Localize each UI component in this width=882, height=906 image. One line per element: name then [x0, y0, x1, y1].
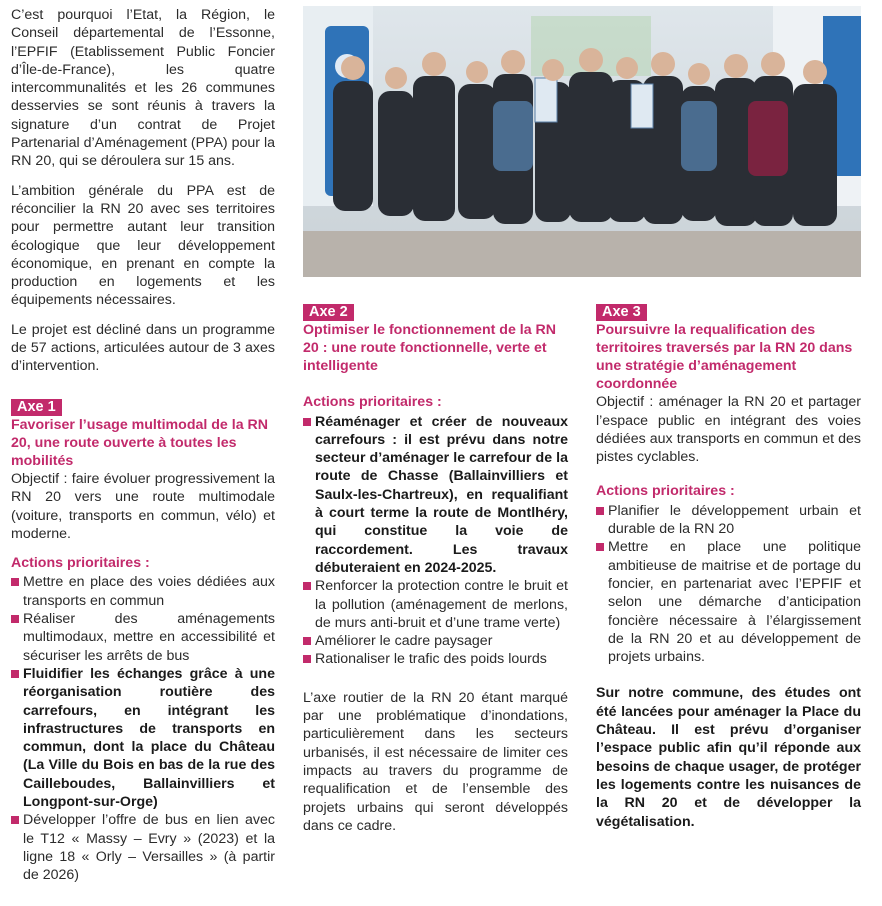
list-item: Mettre en place une politique ambitieuse de maitrise et de portage du foncier, en partenariat avec l’EPFIF et selon une démarche d’anticipation foncière nécessaire à l’élargissement de la RN 20 et au développement de projets urbains. [596, 538, 861, 666]
list-item: Planifier le développement urbain et durable de la RN 20 [596, 502, 861, 539]
list-item: Mettre en place des voies dédiées aux transports en commun [11, 573, 275, 610]
axe1-badge: Axe 1 [11, 399, 62, 416]
axe3-badge: Axe 3 [596, 304, 647, 321]
intro-paragraph-2: L’ambition générale du PPA est de réconcilier la RN 20 avec ses territoires pour permettre autant leur transition écologique que leur développement économique, en prenant en compte la production en logements et les équipements nécessaires. [11, 182, 275, 309]
axe1-objective: Objectif : faire évoluer progressivement la RN 20 vers une route multimodale (voiture, transports en commun, vélo) et moderne. [11, 470, 275, 542]
axe2-actions-heading: Actions prioritaires : [303, 394, 442, 411]
axe2-title: Optimiser le fonctionnement de la RN 20 : une route fonctionnelle, verte et intelligente [303, 322, 557, 375]
axe2-action-list [303, 413, 568, 669]
axe3-action-list [596, 502, 861, 667]
axe1-title: Favoriser l’usage multimodal de la RN 20, une route ouverte à toutes les mobilités [11, 416, 269, 469]
axe3-objective: Objectif : aménager la RN 20 et partager l’espace public en intégrant des voies dédiées aux transports en commun et des pistes cyclables. [596, 394, 861, 466]
list-item: Fluidifier les échanges grâce à une réorganisation routière des carrefours, en intégrant les infrastructures de transports en commun, dont la place du Château (La Ville du Bois en bas de la rue des Cailleboudes, Ballainvilliers et Longpont-sur-Orge) [11, 665, 275, 811]
intro-paragraph-1: C’est pourquoi l’Etat, la Région, le Conseil départemental de l’Essonne, l’EPFIF (Etablissement Public Foncier d’Île-de-France), les quatre intercommunalités et les 26 communes desservies se sont réunis à travers la signature d’un contrat de Projet Partenarial d’Aménagement (PPA) pour la RN 20, qui se déroulera sur 15 ans. [11, 7, 275, 170]
list-item: Réaliser des aménagements multimodaux, mettre en accessibilité et sécuriser les arrêts de bus [11, 610, 275, 665]
axe1-section [11, 398, 275, 885]
list-item: Améliorer le cadre paysager [303, 632, 568, 650]
axe2-closing-paragraph: L’axe routier de la RN 20 étant marqué par une problématique d’inondations, particulièrement dans les secteurs urbanisés, il est nécessaire de limiter ces impacts au travers du programme de requalification et de l’ensemble des projets urbains qui seront développés dans ce cadre. [303, 689, 568, 834]
axe3-actions-heading: Actions prioritaires : [596, 483, 735, 500]
left-column [11, 6, 275, 884]
list-item: Rationaliser le trafic des poids lourds [303, 650, 568, 668]
axe2-badge: Axe 2 [303, 304, 354, 321]
axe1-action-list [11, 573, 275, 884]
axe3-title: Poursuivre la requalification des territoires traversés par la RN 20 dans une stratégie d’aménagement coordonnée [596, 322, 853, 393]
list-item: Renforcer la protection contre le bruit et la pollution (aménagement de merlons, de murs anti-bruit et d’une trame verte) [303, 577, 568, 632]
axe3-closing-paragraph: Sur notre commune, des études ont été lancées pour aménager la Place du Château. Il est prévu d’organiser l’espace public afin qu’il réponde aux besoins de chaque usager, de protéger les logements contre les nuisances de la RN 20 et de développer la végétalisation. [596, 685, 861, 830]
list-item: Réaménager et créer de nouveaux carrefours : il est prévu dans notre secteur d’aménager le carrefour de la route de Chasse (Ballainvilliers et Saulx-les-Chartreux), en requalifiant à court terme la route de Montlhéry, qui constitue la voie de raccordement. Les travaux débuteraient en 2024-2025. [303, 413, 568, 578]
right-column [596, 303, 861, 831]
intro-paragraph-3: Le projet est décliné dans un programme de 57 actions, articulées autour de 3 axes d’intervention. [11, 321, 275, 375]
list-item: Développer l’offre de bus en lien avec le T12 « Massy – Evry » (2023) et la ligne 18 « Orly – Versailles » (à partir de 2026) [11, 811, 275, 884]
middle-column [303, 303, 568, 846]
axe1-actions-heading: Actions prioritaires : [11, 555, 150, 572]
group-photo [303, 6, 861, 277]
group-photo-illustration [303, 6, 861, 277]
